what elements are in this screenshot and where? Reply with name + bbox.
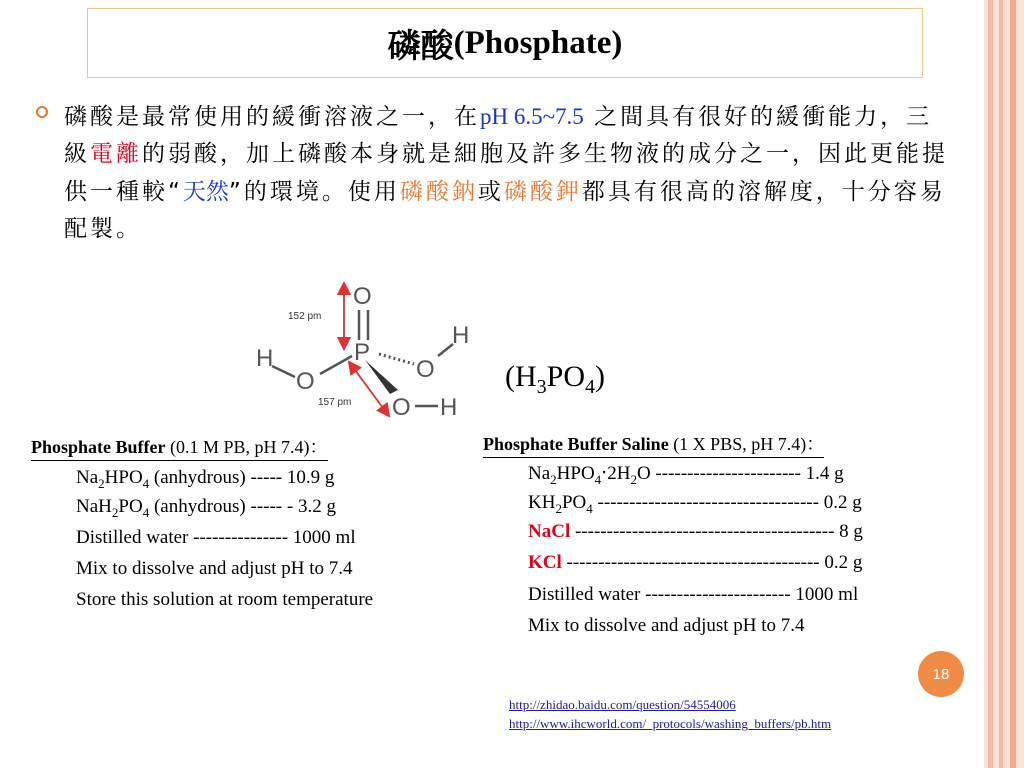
atom-o-top: O bbox=[353, 283, 372, 310]
bullet-text bbox=[64, 98, 956, 248]
bond-po-left bbox=[320, 356, 352, 374]
page-number-badge: 18 bbox=[918, 651, 964, 697]
atom-h-bottom: H bbox=[440, 394, 458, 421]
pb-heading-conditions: (0.1 M PB, pH 7.4)： bbox=[165, 437, 328, 457]
bond-oh-right bbox=[438, 344, 453, 356]
pb-line-na2hpo4: $Na_2HPO_4$ (anhydrous) ----- 10.9 g bbox=[76, 467, 335, 491]
bond-po-hashed bbox=[379, 354, 414, 364]
pb-line-store: Store this solution at room temperature bbox=[76, 589, 374, 610]
decor-stripe bbox=[999, 0, 1003, 768]
title-zh: 磷酸 bbox=[387, 28, 454, 65]
pb-heading-title: Phosphate Buffer bbox=[31, 437, 166, 457]
ph-range: pH 6.5~7.5 bbox=[480, 104, 584, 129]
pb-line-water: Distilled water --------------- 1000 ml bbox=[76, 527, 356, 548]
formula-part: (H bbox=[505, 360, 537, 393]
pbs-line-mix: Mix to dissolve and adjust pH to 7.4 bbox=[528, 615, 805, 636]
arrow-157 bbox=[352, 366, 386, 412]
pb-heading bbox=[31, 433, 328, 461]
pbs-line-na2hpo4: $Na_2HPO_4‧2H_2O$ ----------------------- 1.4 g bbox=[528, 463, 844, 487]
atom-o-left: O bbox=[296, 368, 315, 395]
potassium-phosphate-term: 磷酸鉀 bbox=[503, 179, 582, 205]
bond-oh-left bbox=[272, 366, 295, 377]
text-segment: 磷酸是最常使用的緩衝溶液之一，在 bbox=[64, 104, 480, 130]
sodium-phosphate-term: 磷酸鈉 bbox=[399, 179, 478, 205]
text-segment: 之間具有很好的緩衝能力，三級 bbox=[64, 104, 933, 167]
quote-open: “ bbox=[168, 179, 183, 205]
pb-line-mix: Mix to dissolve and adjust pH to 7.4 bbox=[76, 558, 353, 579]
nacl-label: NaCl bbox=[528, 521, 571, 542]
text-segment: 的弱酸，加上磷酸本身就是細胞及許多生物液的成分之一，因此更能提供一種較 bbox=[64, 141, 948, 205]
reference-link-ihcworld[interactable]: http://www.ihcworld.com/_protocols/washing_buffers/pb.htm bbox=[509, 716, 832, 731]
formula-sub: 3 bbox=[536, 376, 547, 398]
phosphate-structure-diagram bbox=[252, 282, 482, 422]
text-segment: 的環境。使用 bbox=[243, 179, 400, 205]
pbs-line-water: Distilled water ----------------------- 1000 ml bbox=[528, 584, 859, 605]
bullet-icon bbox=[36, 106, 48, 118]
quote-close: ” bbox=[228, 179, 244, 205]
bond-length-157: 157 pm bbox=[318, 397, 352, 408]
formula-part: ) bbox=[595, 360, 606, 393]
ionize-term: 電離 bbox=[90, 141, 142, 167]
reference-link-baidu[interactable]: http://zhidao.baidu.com/question/54554006 bbox=[509, 697, 736, 712]
pbs-line-kcl: KCl ---------------------------------------- 0.2 g bbox=[528, 552, 863, 573]
atom-h-right: H bbox=[452, 322, 470, 349]
bullet-paragraph bbox=[36, 98, 956, 248]
pb-line-nah2po4: $NaH_2PO_4$ (anhydrous) ----- - 3.2 g bbox=[76, 496, 336, 520]
decor-stripe bbox=[1010, 0, 1016, 768]
formula-sub: 4 bbox=[585, 376, 596, 398]
kcl-label: KCl bbox=[528, 552, 562, 573]
pbs-line-nacl: NaCl ----------------------------------------- 8 g bbox=[528, 521, 863, 542]
atom-h-left: H bbox=[256, 345, 274, 372]
bond-length-152: 152 pm bbox=[288, 311, 322, 322]
phosphoric-acid-formula bbox=[505, 360, 605, 399]
title-en: (Phosphate) bbox=[453, 24, 623, 61]
natural-term: 天然 bbox=[182, 179, 229, 204]
pbs-line-kh2po4: $KH_2PO_4$ ----------------------------------- 0.2 g bbox=[528, 492, 862, 516]
slide-title bbox=[87, 8, 923, 78]
text-segment: 都具有很高的溶解度，十分容易配製。 bbox=[64, 179, 946, 242]
pbs-heading-title: Phosphate Buffer Saline bbox=[483, 434, 669, 454]
formula-part: PO bbox=[546, 360, 586, 393]
decor-stripe bbox=[988, 0, 993, 768]
text-segment: 或 bbox=[477, 179, 504, 205]
atom-p: P bbox=[354, 339, 371, 366]
atom-o-bottom: O bbox=[392, 394, 411, 421]
pbs-heading bbox=[483, 430, 824, 458]
atom-o-right: O bbox=[416, 356, 435, 383]
pbs-heading-conditions: (1 X PBS, pH 7.4)： bbox=[668, 434, 825, 454]
